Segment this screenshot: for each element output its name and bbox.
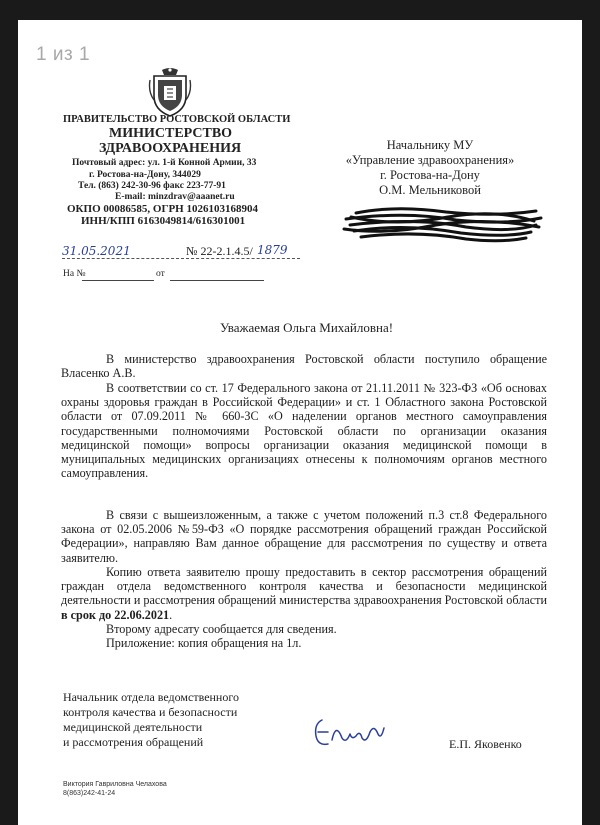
salutation: Уважаемая Ольга Михайловна! <box>220 320 394 335</box>
paragraph-5: Второму адресату сообщается для сведения. <box>106 622 337 636</box>
redaction-scribble <box>336 205 546 247</box>
signatory-title-1: Начальник отдела ведомственного <box>63 690 239 704</box>
handwritten-date: 31.05.2021 <box>62 244 131 258</box>
ref-na-line <box>82 280 154 281</box>
paragraph-6: Приложение: копия обращения на 1л. <box>106 636 302 650</box>
okpo-ogrn: ОКПО 00086585, ОГРН 1026103168904 <box>67 203 258 215</box>
handwritten-number: 1879 <box>257 243 288 257</box>
executor-name: Виктория Гавриловна Челахова <box>63 781 167 788</box>
addressee-line1: Начальнику МУ <box>386 138 474 152</box>
number-underline <box>186 258 300 259</box>
paragraph-4-text: Копию ответа заявителю прошу предоставить в сектор рассмотрения обращений граждан отдела ведомственного контроля качества и безопасности медицинской деятельности и рассмотрения обращений министерства здравоохранения Ростовской области <box>61 565 547 608</box>
ministry-name-line2: ЗДРАВООХРАНЕНИЯ <box>99 141 242 156</box>
paragraph-4-end: . <box>169 607 173 622</box>
paragraph-4 <box>61 565 547 622</box>
handwritten-signature <box>308 710 388 752</box>
date-underline <box>62 258 184 259</box>
phone-fax: Тел. (863) 242-30-96 факс 223-77-91 <box>78 181 226 191</box>
ref-ot-line <box>170 280 264 281</box>
ref-ot-label: от <box>156 269 165 279</box>
ref-na-label: На № <box>63 269 86 279</box>
coat-of-arms-icon <box>148 66 192 118</box>
outgoing-number: № 22-2.1.4.5/ <box>186 244 253 258</box>
postal-city: г. Ростова-на-Дону, 344029 <box>89 170 201 180</box>
signatory-name: Е.П. Яковенко <box>449 737 522 751</box>
ministry-name-line1: МИНИСТЕРСТВО <box>109 126 233 141</box>
page-indicator: 1 из 1 <box>36 44 91 65</box>
paragraph-3: В связи с вышеизложенным, а также с учетом положений п.3 ст.8 Федерального закона от 02.05.2006 №59-ФЗ «О порядке рассмотрения обращений граждан Российской Федерации», направляю Вам данное обращение для рассмотрения по существу и ответа заявителю. <box>61 508 547 565</box>
signatory-title-3: медицинской деятельности <box>63 720 203 734</box>
signatory-title-4: и рассмотрения обращений <box>63 735 204 749</box>
inn-kpp: ИНН/КПП 6163049814/616301001 <box>81 215 246 227</box>
paragraph-2: В соответствии со ст. 17 Федерального закона от 21.11.2011 № 323-ФЗ «Об основах охраны здоровья граждан в Российской Федерации» и ст. 1 Областного закона Ростовской области от 07.09.2011 № 660-ЗС «О наделении органов местного самоуправления государственными полномочиями Ростовской области по организации оказания медицинской помощи» вопросы организации оказания медицинской помощи в муниципальных медицинских организациях отнесены к полномочиям органов местного самоуправления. <box>61 381 547 481</box>
postal-address: Почтовый адрес: ул. 1-й Конной Армии, 33 <box>72 158 257 168</box>
document-page <box>18 20 582 825</box>
signatory-title-2: контроля качества и безопасности <box>63 705 238 719</box>
viewer-top-bar <box>0 0 600 20</box>
addressee-line2: «Управление здравоохранения» <box>345 153 515 167</box>
paragraph-1: В министерство здравоохранения Ростовской области поступило обращение Власенко А.В. <box>61 352 547 381</box>
deadline: в срок до 22.06.2021 <box>61 607 170 622</box>
executor-phone: 8(863)242-41-24 <box>63 790 116 797</box>
addressee-line3: г. Ростова-на-Дону <box>380 168 480 182</box>
email: E-mail: minzdrav@aaanet.ru <box>115 192 235 202</box>
addressee-line4: О.М. Мельниковой <box>379 183 481 197</box>
government-name: ПРАВИТЕЛЬСТВО РОСТОВСКОЙ ОБЛАСТИ <box>63 114 291 125</box>
